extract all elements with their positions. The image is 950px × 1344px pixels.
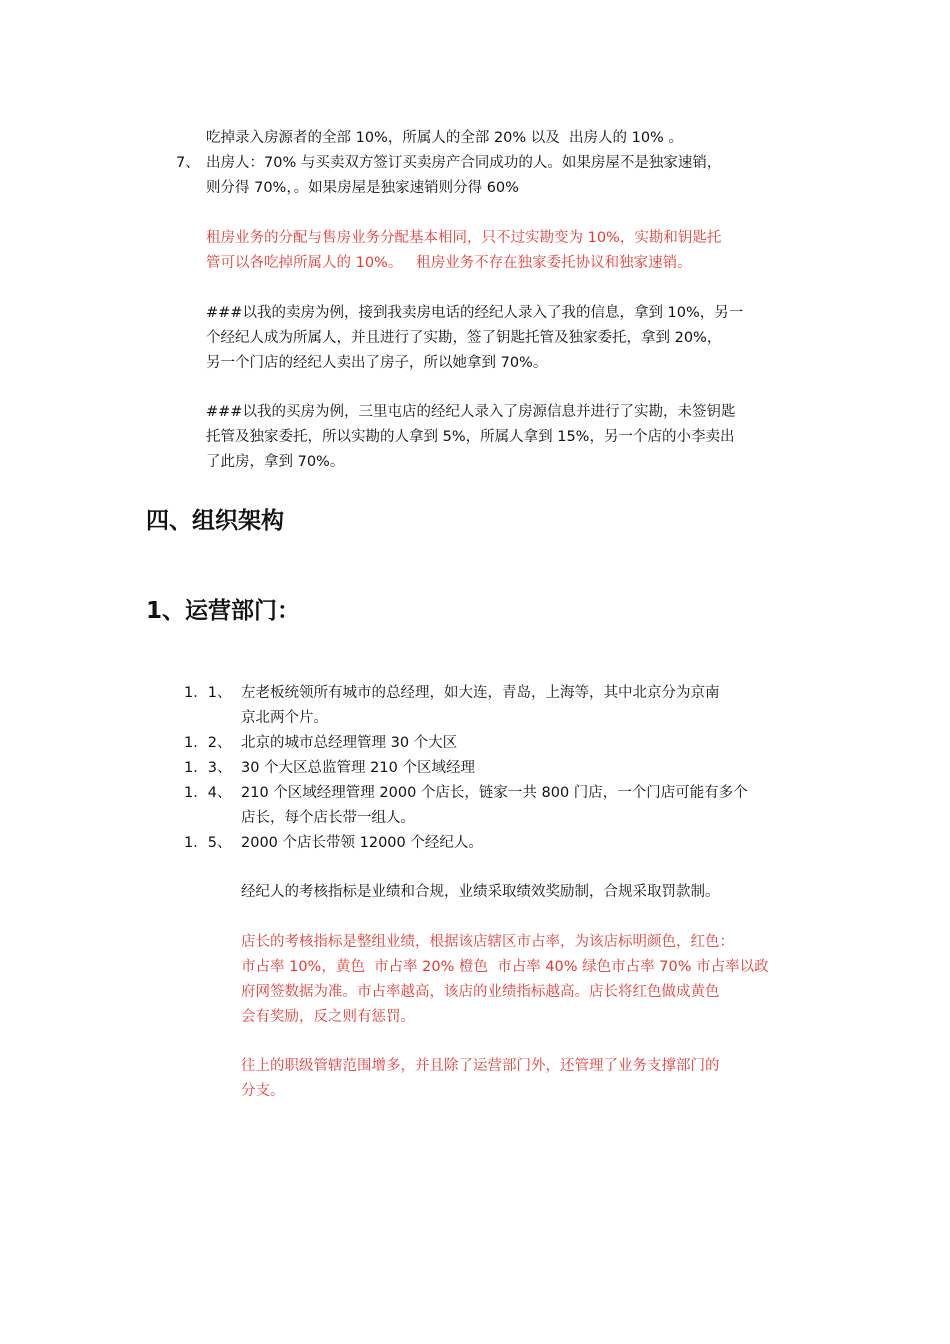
item-7-number: 7、 [176, 155, 200, 171]
list-item-text: 2000 个店长带领 12000 个经纪人。 [241, 835, 483, 851]
manager-kpi-line-1: 店长的考核指标是整组业绩，根据该店辖区市占率，为该店标明颜色，红色： [241, 934, 734, 950]
upper-levels-line-2: 分支。 [241, 1083, 285, 1099]
upper-levels-line-1: 往上的职级管辖范围增多，并且除了运营部门外，还管理了业务支撑部门的 [241, 1058, 720, 1074]
list-item-text: 左老板统领所有城市的总经理，如大连，青岛，上海等，其中北京分为京南 [241, 685, 720, 701]
manager-kpi-line-3: 府网签数据为准。市占率越高，该店的业绩指标越高。店长将红色做成黄色 [241, 984, 720, 1000]
list-item-number: 1．4、 [184, 785, 232, 801]
example-buy-line-2: 托管及独家委托，所以实勘的人拿到 5%，所属人拿到 15%，另一个店的小李卖出 [206, 429, 735, 445]
example-sell-line-3: 另一个门店的经纪人卖出了房子，所以她拿到 70%。 [206, 355, 548, 371]
manager-kpi-line-2: 市占率 10%，黄色 市占率 20% 橙色 市占率 40% 绿色市占率 70% 市占率以政 [241, 959, 769, 975]
rent-note-line-1: 租房业务的分配与售房业务分配基本相同，只不过实勘变为 10%，实勘和钥匙托 [206, 230, 722, 246]
list-item-text: 210 个区域经理管理 2000 个店长，链家一共 800 门店，一个门店可能有多个 [241, 785, 748, 801]
item-7-line-1: 出房人：70% 与买卖双方签订买卖房产合同成功的人。如果房屋不是独家速销， [206, 155, 722, 171]
example-sell-line-2: 个经纪人成为所属人，并且进行了实勘，签了钥匙托管及独家委托，拿到 20%， [206, 330, 722, 346]
intro-line: 吃掉录入房源者的全部 10%，所属人的全部 20% 以及 出房人的 10% 。 [206, 130, 683, 146]
list-item-text: 京北两个片。 [241, 710, 328, 726]
list-item-number: 1．5、 [184, 835, 232, 851]
subsection-title: 1、运营部门： [146, 598, 301, 624]
agent-kpi-text: 经纪人的考核指标是业绩和合规，业绩采取绩效奖励制，合规采取罚款制。 [241, 884, 720, 900]
list-item-number: 1．3、 [184, 760, 232, 776]
example-sell-line-1: ###以我的卖房为例，接到我卖房电话的经纪人录入了我的信息，拿到 10%，另一 [206, 305, 744, 321]
list-item-text: 北京的城市总经理管理 30 个大区 [241, 735, 458, 751]
example-buy-line-1: ###以我的买房为例，三里屯店的经纪人录入了房源信息并进行了实勘，未签钥匙 [206, 404, 736, 420]
example-buy-line-3: 了此房，拿到 70%。 [206, 454, 345, 470]
rent-note-line-2: 管可以各吃掉所属人的 10%。 租房业务不存在独家委托协议和独家速销。 [206, 255, 692, 271]
list-item-text: 30 个大区总监管理 210 个区域经理 [241, 760, 475, 776]
list-item-text: 店长，每个店长带一组人。 [241, 810, 415, 826]
list-item-number: 1．2、 [184, 735, 232, 751]
section-title: 四、组织架构 [146, 508, 284, 534]
manager-kpi-line-4: 会有奖励，反之则有惩罚。 [241, 1009, 415, 1025]
list-item-number: 1．1、 [184, 685, 232, 701]
item-7-line-2: 则分得 70%，。如果房屋是独家速销则分得 60% [206, 180, 519, 196]
